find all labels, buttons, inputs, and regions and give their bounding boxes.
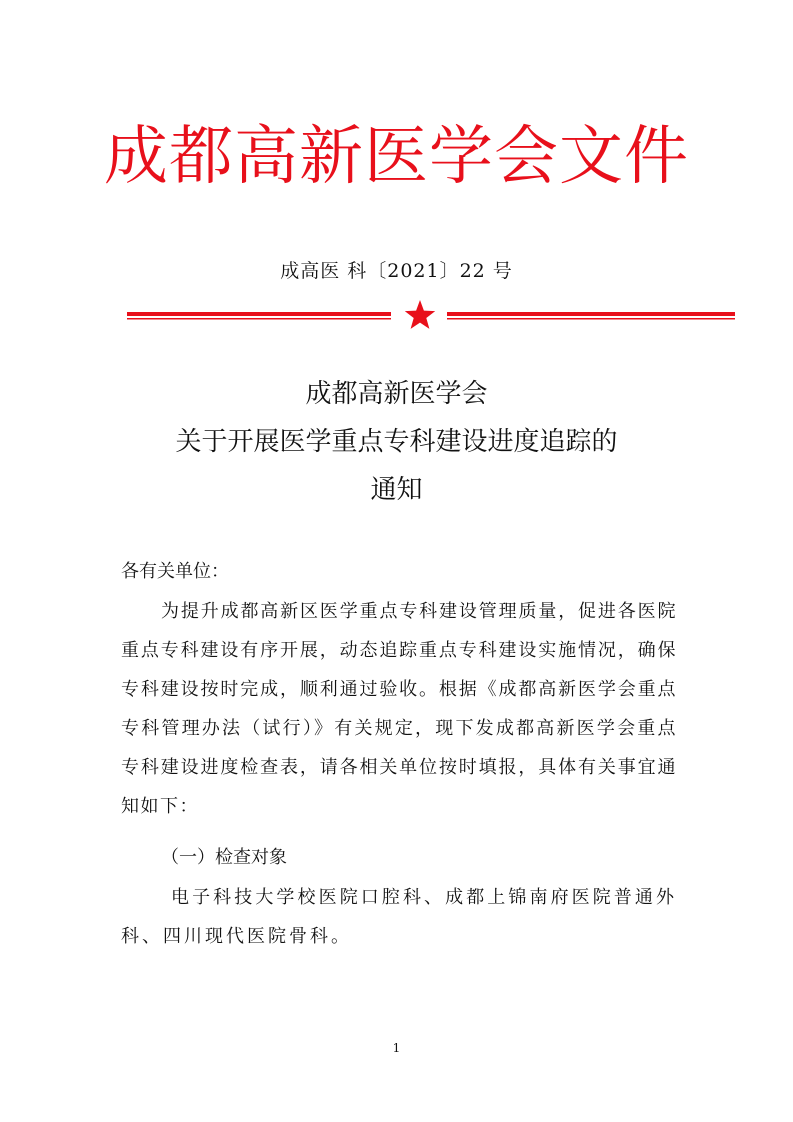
notice-title-line-3: 通知 [370,475,423,505]
notice-title-line-2: 关于开展医学重点专科建设进度追踪的 [175,427,618,457]
letterhead-divider [127,296,735,332]
red-star-icon [405,300,435,329]
notice-title [0,370,793,514]
divider-right-rule [447,312,735,320]
salutation: 各有关单位： [121,561,229,582]
body-paragraph: 为提升成都高新区医学重点专科建设管理质量，促进各医院重点专科建设有序开展，动态追踪重点专科建设实施情况，确保专科建设按时完成，顺利通过验收。根据《成都高新医学会重点专科管理办法（试行）》有关规定，现下发成都高新医学会重点专科建设进度检查表，请各相关单位按时填报，具体有关事宜通知如下： [121,601,677,817]
section-heading: （一）检查对象 [161,847,287,868]
letterhead-title: 成都高新医学会文件 [104,120,689,194]
document-number: 成高医 科〔2021〕22 号 [280,260,513,282]
body-paragraph: 电子科技大学校医院口腔科、成都上锦南府医院普通外科、四川现代医院骨科。 [121,887,677,947]
divider-left-rule [127,312,391,320]
notice-title-line-1: 成都高新医学会 [305,379,488,409]
page-number: 1 [392,1041,401,1055]
